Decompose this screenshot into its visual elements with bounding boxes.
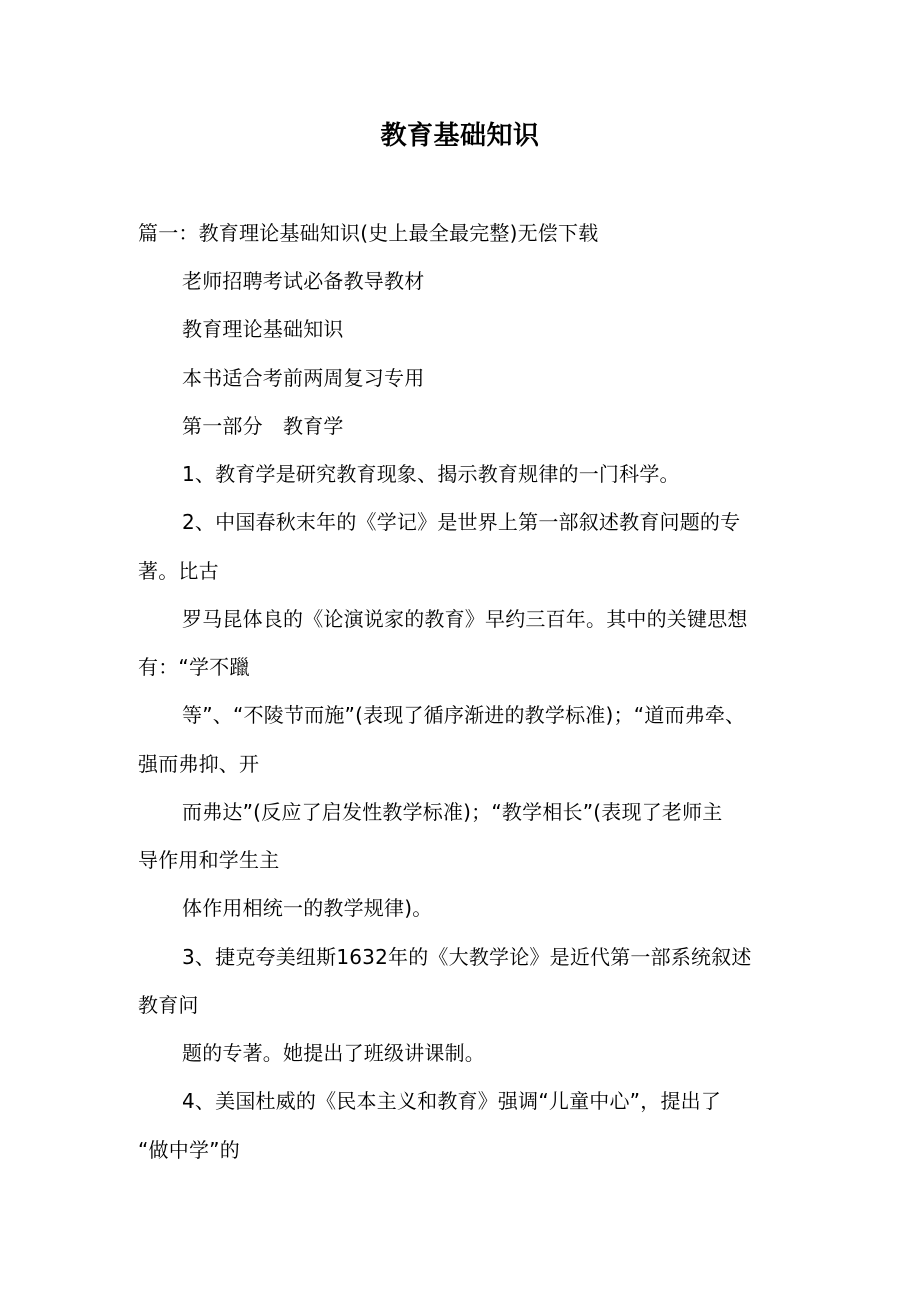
paragraph-line: 罗马昆体良的《论演说家的教育》早约三百年。其中的关键思想 [182, 607, 748, 631]
paragraph-line: 教育问 [138, 993, 199, 1017]
paragraph-line: 2、中国春秋末年的《学记》是世界上第一部叙述教育问题的专 [182, 510, 741, 534]
paragraph-line: 篇一：教育理论基础知识(史上最全最完整)无偿下载 [138, 221, 599, 245]
paragraph-line: 题的专著。她提出了班级讲课制。 [182, 1041, 485, 1065]
paragraph-line: 强而弗抑、开 [138, 752, 260, 776]
paragraph-line: 4、美国杜威的《民本主义和教育》强调“儿童中心”，提出了 [182, 1089, 722, 1113]
paragraph-line: 体作用相统一的教学规律)。 [182, 896, 433, 920]
paragraph-line: 本书适合考前两周复习专用 [182, 366, 425, 390]
paragraph-line: 3、捷克夸美纽斯1632年的《大教学论》是近代第一部系统叙述 [182, 945, 752, 969]
paragraph-line: 著。比古 [138, 559, 219, 583]
section-heading: 第一部分 教育学 [182, 414, 344, 438]
paragraph-line: 等”、“不陵节而施”(表现了循序渐进的教学标准)；“道而弗牵、 [182, 703, 746, 727]
paragraph-line: 1、教育学是研究教育现象、揭示教育规律的一门科学。 [182, 462, 680, 486]
paragraph-line: 教育理论基础知识 [182, 317, 344, 341]
document-title: 教育基础知识 [380, 121, 540, 151]
paragraph-line: 老师招聘考试必备教导教材 [182, 269, 425, 293]
paragraph-line: 有：“学不躐 [138, 655, 250, 679]
paragraph-line: “做中学”的 [138, 1138, 240, 1162]
paragraph-line: 导作用和学生主 [138, 848, 280, 872]
paragraph-line: 而弗达”(反应了启发性教学标准)；“教学相长”(表现了老师主 [182, 800, 723, 824]
